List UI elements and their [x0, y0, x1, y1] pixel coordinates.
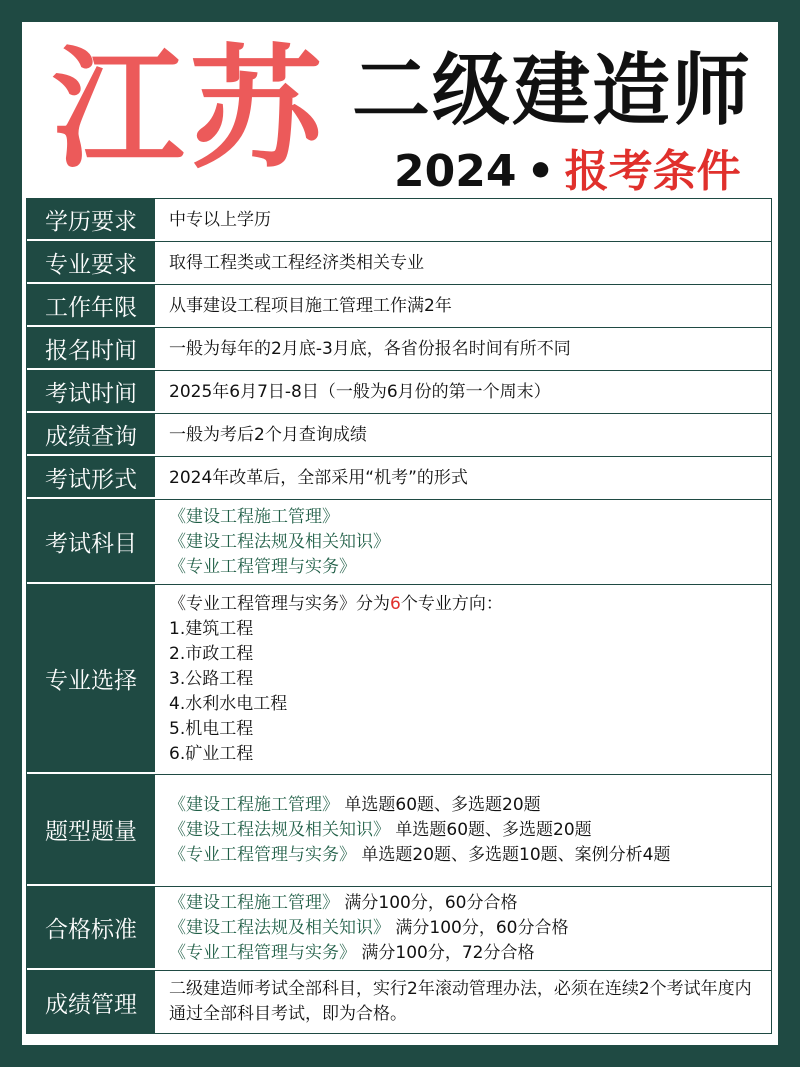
requirements-table — [26, 198, 772, 1034]
page-title: 二级建造师 — [352, 46, 753, 136]
question-detail: 单选题60题、多选题20题 — [395, 820, 592, 840]
row-score-management — [27, 971, 771, 1033]
row-label: 题型题量 — [27, 775, 155, 886]
specialty-count: 6 — [390, 594, 401, 614]
specialty-intro — [169, 592, 761, 617]
row-signup-time — [27, 328, 771, 371]
row-major — [27, 242, 771, 285]
row-label: 成绩查询 — [27, 414, 155, 456]
subject-name: 《专业工程管理与实务》 — [169, 943, 356, 963]
subtitle-dot: • — [526, 146, 555, 197]
question-detail: 单选题20题、多选题10题、案例分析4题 — [361, 845, 671, 865]
specialty-intro-text: 《专业工程管理与实务》分为 — [169, 594, 390, 614]
subject-name: 《建设工程施工管理》 — [169, 893, 339, 913]
row-value: 中专以上学历 — [169, 209, 271, 230]
question-detail: 单选题60题、多选题20题 — [344, 795, 541, 815]
specialty-item: 5.机电工程 — [169, 719, 254, 739]
pass-detail: 满分100分，72分合格 — [361, 943, 535, 963]
row-subjects — [27, 500, 771, 585]
row-pass-standard — [27, 887, 771, 971]
row-label: 专业要求 — [27, 242, 155, 284]
row-label: 考试科目 — [27, 500, 155, 584]
row-label: 报名时间 — [27, 328, 155, 370]
subject-line: 《建设工程施工管理》 — [169, 506, 339, 527]
row-exam-format — [27, 457, 771, 500]
specialty-intro-suffix: 个专业方向： — [400, 594, 503, 614]
subtitle-year: 2024 — [394, 146, 517, 197]
question-line — [169, 793, 761, 818]
pass-line — [169, 941, 761, 966]
row-label: 学历要求 — [27, 199, 155, 241]
row-label: 工作年限 — [27, 285, 155, 327]
pass-detail: 满分100分，60分合格 — [344, 893, 518, 913]
subject-name: 《建设工程法规及相关知识》 — [169, 820, 390, 840]
row-label: 专业选择 — [27, 585, 155, 774]
question-line — [169, 818, 761, 843]
row-question-types — [27, 775, 771, 887]
pass-line — [169, 916, 761, 941]
specialty-item: 4.水利水电工程 — [169, 694, 288, 714]
row-value: 2025年6月7日-8日（一般为6月份的第一个周末） — [169, 381, 551, 402]
region-title: 江苏 — [52, 33, 328, 187]
row-value — [155, 585, 771, 774]
subject-line: 《建设工程法规及相关知识》 — [169, 531, 390, 552]
row-exam-time — [27, 371, 771, 414]
specialty-item: 3.公路工程 — [169, 669, 254, 689]
row-education — [27, 199, 771, 242]
row-value: 取得工程类或工程经济类相关专业 — [169, 252, 424, 273]
row-value: 一般为每年的2月底-3月底，各省份报名时间有所不同 — [169, 338, 571, 359]
subtitle — [394, 146, 741, 197]
subject-name: 《建设工程施工管理》 — [169, 795, 339, 815]
row-specialty — [27, 585, 771, 775]
specialty-item: 6.矿业工程 — [169, 744, 254, 764]
row-value — [155, 775, 771, 886]
row-label: 合格标准 — [27, 887, 155, 970]
row-label: 考试时间 — [27, 371, 155, 413]
poster-card — [22, 22, 778, 1045]
pass-detail: 满分100分，60分合格 — [395, 918, 569, 938]
row-label: 考试形式 — [27, 457, 155, 499]
specialty-item: 1.建筑工程 — [169, 619, 254, 639]
row-value — [155, 500, 771, 584]
row-value — [155, 887, 771, 970]
row-value: 从事建设工程项目施工管理工作满2年 — [169, 295, 452, 316]
row-value: 二级建造师考试全部科目，实行2年滚动管理办法，必须在连续2个考试年度内通过全部科目考试，即为合格。 — [169, 979, 752, 1024]
row-value: 一般为考后2个月查询成绩 — [169, 424, 367, 445]
specialty-item: 2.市政工程 — [169, 644, 254, 664]
subtitle-text: 报考条件 — [564, 146, 741, 197]
row-value: 2024年改革后，全部采用“机考”的形式 — [169, 467, 468, 488]
question-line — [169, 843, 761, 868]
row-work-years — [27, 285, 771, 328]
row-score-query — [27, 414, 771, 457]
subject-name: 《专业工程管理与实务》 — [169, 845, 356, 865]
subject-name: 《建设工程法规及相关知识》 — [169, 918, 390, 938]
pass-line — [169, 891, 761, 916]
row-label: 成绩管理 — [27, 971, 155, 1033]
subject-line: 《专业工程管理与实务》 — [169, 556, 356, 577]
